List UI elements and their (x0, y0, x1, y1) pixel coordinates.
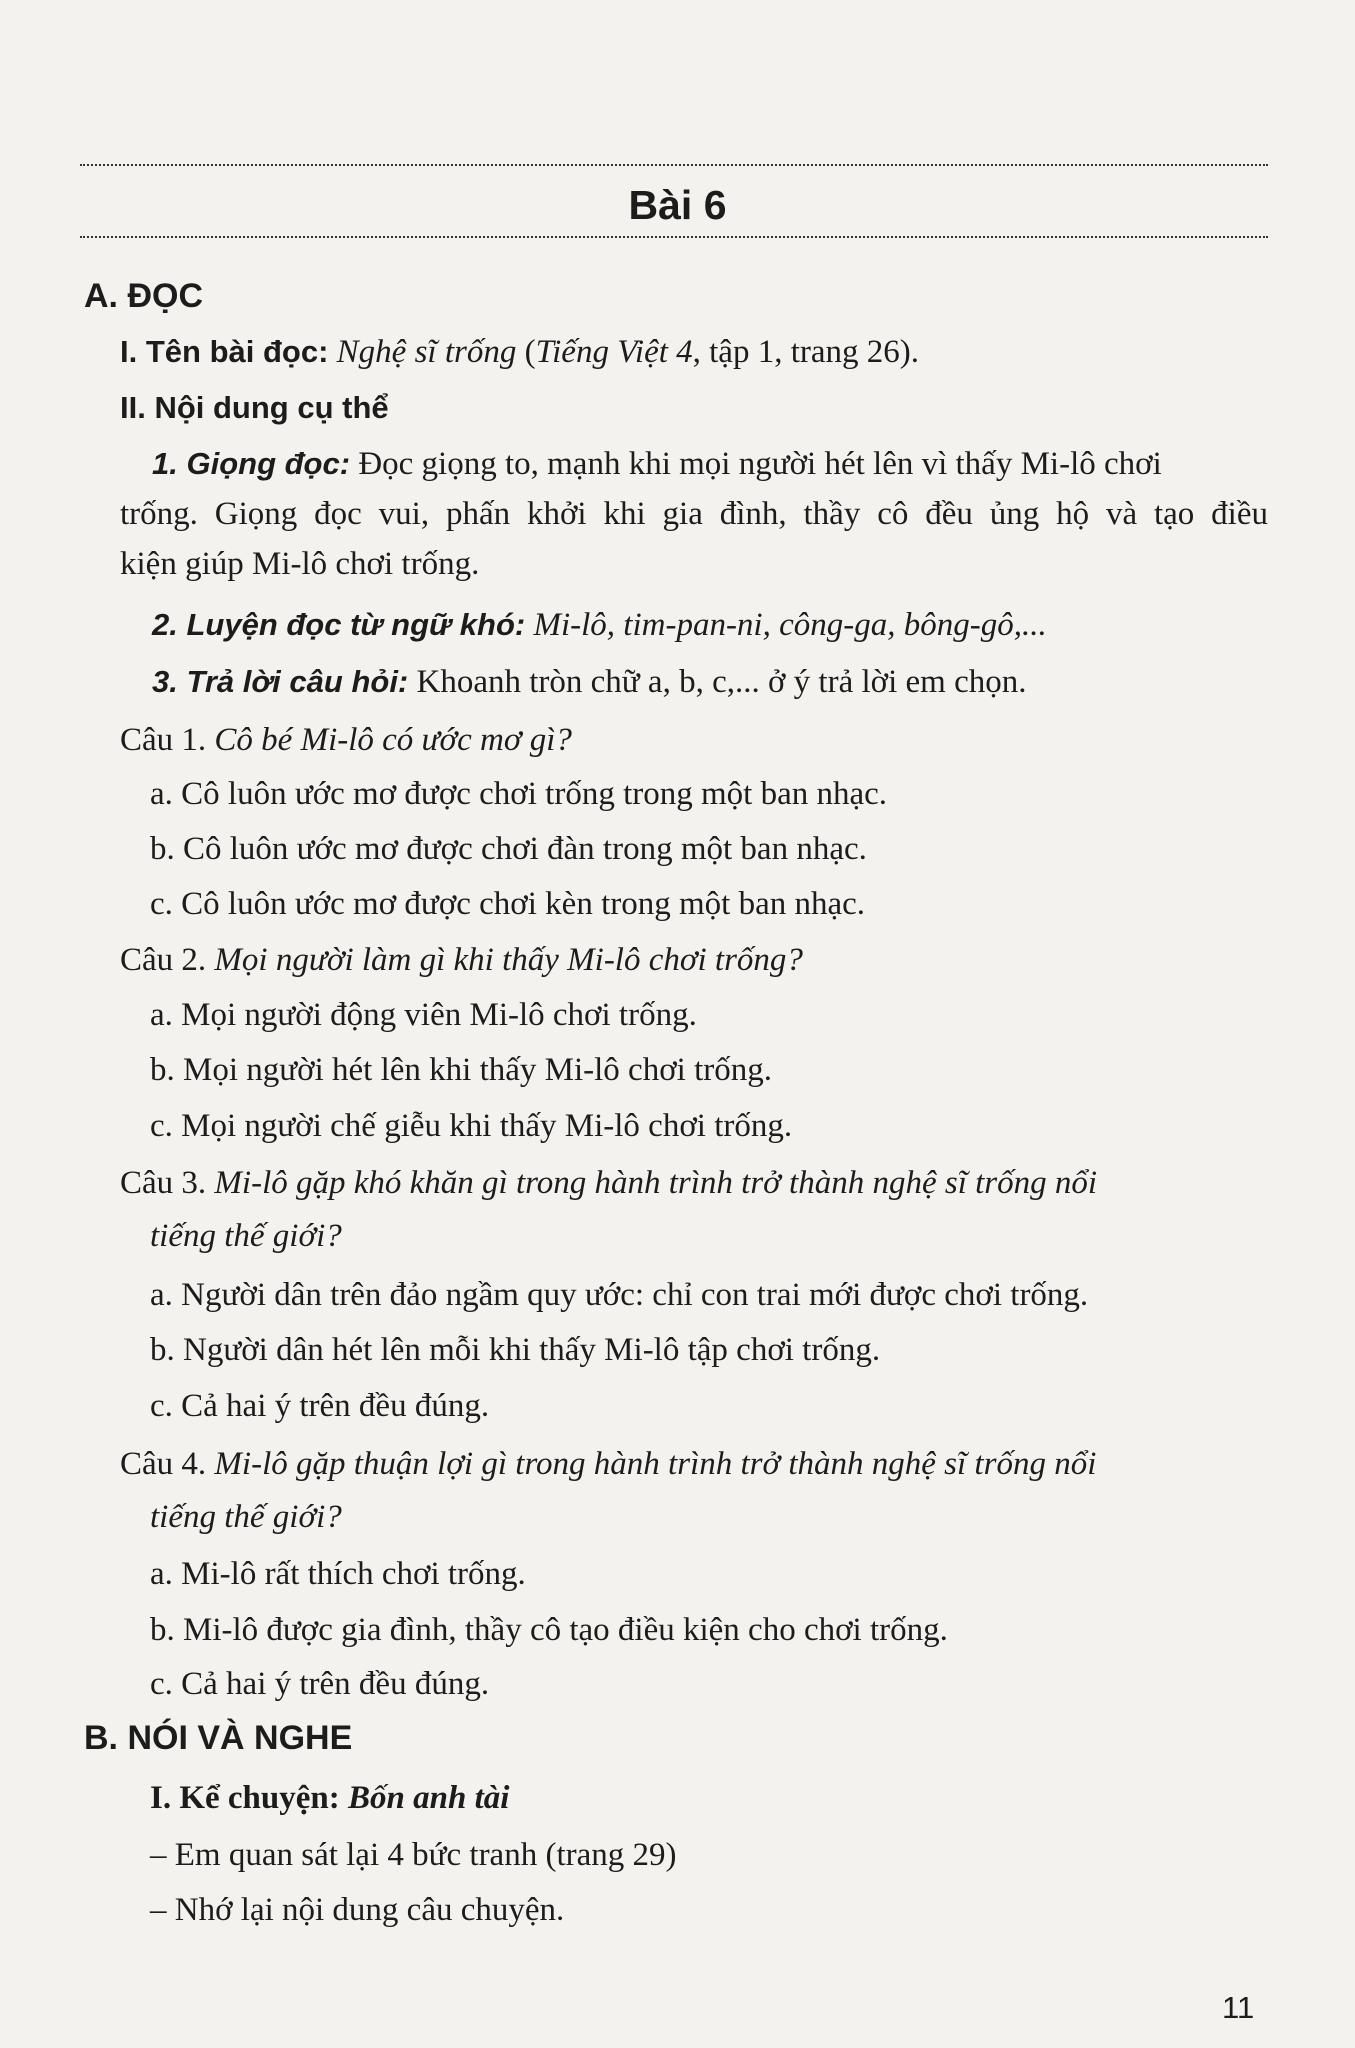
q4-option-b: b. Mi-lô được gia đình, thầy cô tạo điều kiện cho chơi trống. (150, 1612, 948, 1648)
answer-instruction-line (152, 662, 1026, 702)
q3-option-c: c. Cả hai ý trên đều đúng. (150, 1388, 490, 1424)
q1-option-a: a. Cô luôn ước mơ được chơi trống trong một ban nhạc. (150, 776, 888, 812)
lesson-title: Bài 6 (628, 182, 727, 228)
question-2 (120, 940, 803, 980)
question-text: Mi-lô gặp khó khăn gì trong hành trình trở thành nghệ sĩ trống nổi (214, 1165, 1098, 1201)
hard-words: Mi-lô, tim-pan-ni, công-ga, bông-gô,... (525, 607, 1047, 643)
reading-title-paren: ( (516, 334, 536, 370)
content-heading: II. Nội dung cụ thể (120, 390, 389, 425)
q4-option-c: c. Cả hai ý trên đều đúng. (150, 1666, 490, 1702)
question-text: Mọi người làm gì khi thấy Mi-lô chơi trống? (214, 942, 803, 978)
reading-title-line (120, 332, 919, 372)
answer-label: 3. Trả lời câu hỏi: (152, 664, 409, 699)
question-text: Cô bé Mi-lô có ước mơ gì? (214, 722, 572, 758)
q3-option-b: b. Người dân hét lên mỗi khi thấy Mi-lô tập chơi trống. (150, 1332, 881, 1368)
question-label: Câu 1. (120, 722, 215, 758)
reading-title-label: I. Tên bài đọc: (120, 334, 329, 369)
story-title: Bốn anh tài (348, 1780, 510, 1816)
q1-option-c: c. Cô luôn ước mơ được chơi kèn trong một ban nhạc. (150, 886, 866, 922)
hard-words-label: 2. Luyện đọc từ ngữ khó: (152, 607, 526, 642)
q2-option-a: a. Mọi người động viên Mi-lô chơi trống. (150, 997, 697, 1033)
voice-label: 1. Giọng đọc: (152, 446, 351, 481)
voice-line-3: kiện giúp Mi-lô chơi trống. (120, 546, 480, 582)
voice-line-1 (152, 444, 1162, 484)
reading-title: Nghệ sĩ trống (336, 334, 517, 370)
question-4-cont: tiếng thế giới? (150, 1499, 342, 1535)
q3-option-a: a. Người dân trên đảo ngầm quy ước: chỉ con trai mới được chơi trống. (150, 1277, 1089, 1313)
q2-option-c: c. Mọi người chế giễu khi thấy Mi-lô chơi trống. (150, 1108, 793, 1144)
question-label: Câu 2. (120, 942, 215, 978)
question-3 (120, 1163, 1097, 1203)
section-b-heading: B. NÓI VÀ NGHE (84, 1719, 353, 1757)
voice-text-1: Đọc giọng to, mạnh khi mọi người hét lên vì thấy Mi-lô chơi (350, 446, 1162, 482)
story-line (150, 1778, 509, 1818)
question-4 (120, 1444, 1096, 1484)
reading-book: Tiếng Việt 4 (535, 334, 693, 370)
question-label: Câu 4. (120, 1446, 215, 1482)
reading-ref: , tập 1, trang 26). (692, 334, 919, 370)
top-dotted-rule (80, 164, 1268, 166)
title-dotted-rule (80, 236, 1268, 238)
story-bullet-2: – Nhớ lại nội dung câu chuyện. (150, 1892, 565, 1928)
q4-option-a: a. Mi-lô rất thích chơi trống. (150, 1556, 526, 1592)
story-bullet-1: – Em quan sát lại 4 bức tranh (trang 29) (150, 1837, 677, 1873)
voice-line-2: trống. Giọng đọc vui, phấn khởi khi gia đình, thầy cô đều ủng hộ và tạo điều (120, 496, 1268, 532)
page-number: 11 (1222, 1990, 1255, 2025)
story-label: I. Kể chuyện: (150, 1780, 348, 1816)
hard-words-line (152, 605, 1047, 645)
answer-text: Khoanh tròn chữ a, b, c,... ở ý trả lời em chọn. (408, 664, 1027, 700)
q2-option-b: b. Mọi người hét lên khi thấy Mi-lô chơi trống. (150, 1052, 772, 1088)
question-3-cont: tiếng thế giới? (150, 1218, 342, 1254)
question-1 (120, 720, 572, 760)
question-text: Mi-lô gặp thuận lợi gì trong hành trình trở thành nghệ sĩ trống nổi (214, 1446, 1097, 1482)
q1-option-b: b. Cô luôn ước mơ được chơi đàn trong một ban nhạc. (150, 831, 867, 867)
section-a-heading: A. ĐỌC (84, 277, 203, 315)
question-label: Câu 3. (120, 1165, 215, 1201)
